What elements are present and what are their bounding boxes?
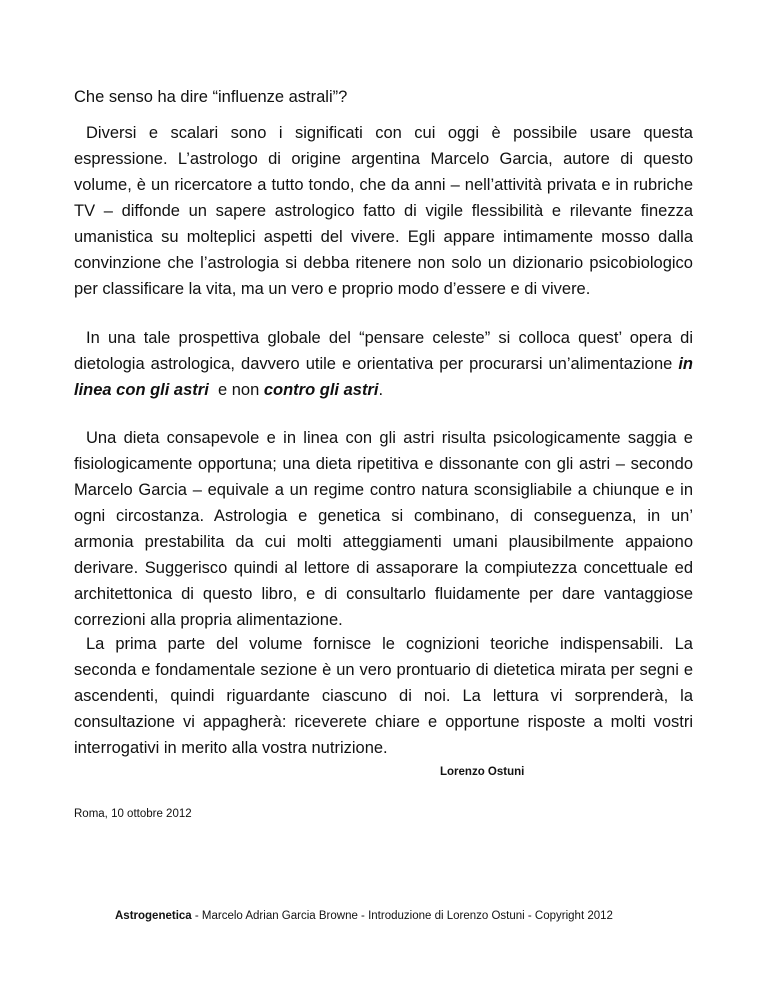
- paragraph-1: [74, 120, 693, 302]
- paragraph-2: [74, 325, 693, 403]
- author-signature: Lorenzo Ostuni: [440, 766, 525, 778]
- footer-title: Astrogenetica: [115, 910, 192, 922]
- paragraph-2-end: .: [378, 381, 384, 399]
- emphasis-in-linea: in linea con gli astri: [74, 355, 693, 399]
- paragraph-4: [74, 631, 693, 761]
- paragraph-1-text: Diversi e scalari sono i significati con cui oggi è possibile usare questa espressione. L’astrologo di origine argentina Marcelo Garcia, autore di questo volume, è un ricercatore a tutto tondo, che da anni – nell’attività privata e in rubriche TV – diffonde un sapere astrologico fatto di vigile flessibilità e rilevante finezza umanistica su molteplici aspetti del vivere. Egli appare intimamente mosso dalla convinzione che l’astrologia si debba ritenere non solo un dizionario psicobiologico per classificare la vita, ma un vero e proprio modo d’essere e di vivere.: [74, 124, 693, 298]
- paragraph-4-text: La prima parte del volume fornisce le cognizioni teoriche indispensabili. La seconda e fondamentale sezione è un vero prontuario di dietetica mirata per segni e ascendenti, quindi riguardante ciascuno di noi. La lettura vi sorprenderà, la consultazione vi appagherà: riceverete chiare e opportune risposte a molti vostri interrogativi in merito alla vostra nutrizione.: [74, 635, 693, 757]
- document-heading: Che senso ha dire “influenze astrali”?: [74, 88, 348, 106]
- emphasis-contro: contro gli astri: [263, 381, 379, 399]
- footer-text: - Marcelo Adrian Garcia Browne - Introduzione di Lorenzo Ostuni - Copyright 2012: [191, 910, 613, 922]
- place-date: Roma, 10 ottobre 2012: [74, 808, 192, 820]
- paragraph-2-mid: e non: [208, 381, 264, 399]
- paragraph-3: [74, 425, 693, 633]
- page-footer: [115, 910, 613, 922]
- paragraph-2-text: In una tale prospettiva globale del “pensare celeste” si colloca quest’ opera di dietologia astrologica, davvero utile e orientativa per procurarsi un’alimentazione: [74, 329, 693, 373]
- paragraph-3-text: Una dieta consapevole e in linea con gli astri risulta psicologicamente saggia e fisiologicamente opportuna; una dieta ripetitiva e dissonante con gli astri – secondo Marcelo Garcia – equivale a un regime contro natura sconsigliabile a chiunque e in ogni circostanza. Astrologia e genetica si combinano, di conseguenza, in un’ armonia prestabilita da cui molti atteggiamenti umani plausibilmente appaiono derivare. Suggerisco quindi al lettore di assaporare la compiutezza concettuale ed architettonica di questo libro, e di consultarlo fluidamente per dare vantaggiose correzioni alla propria alimentazione.: [74, 429, 693, 629]
